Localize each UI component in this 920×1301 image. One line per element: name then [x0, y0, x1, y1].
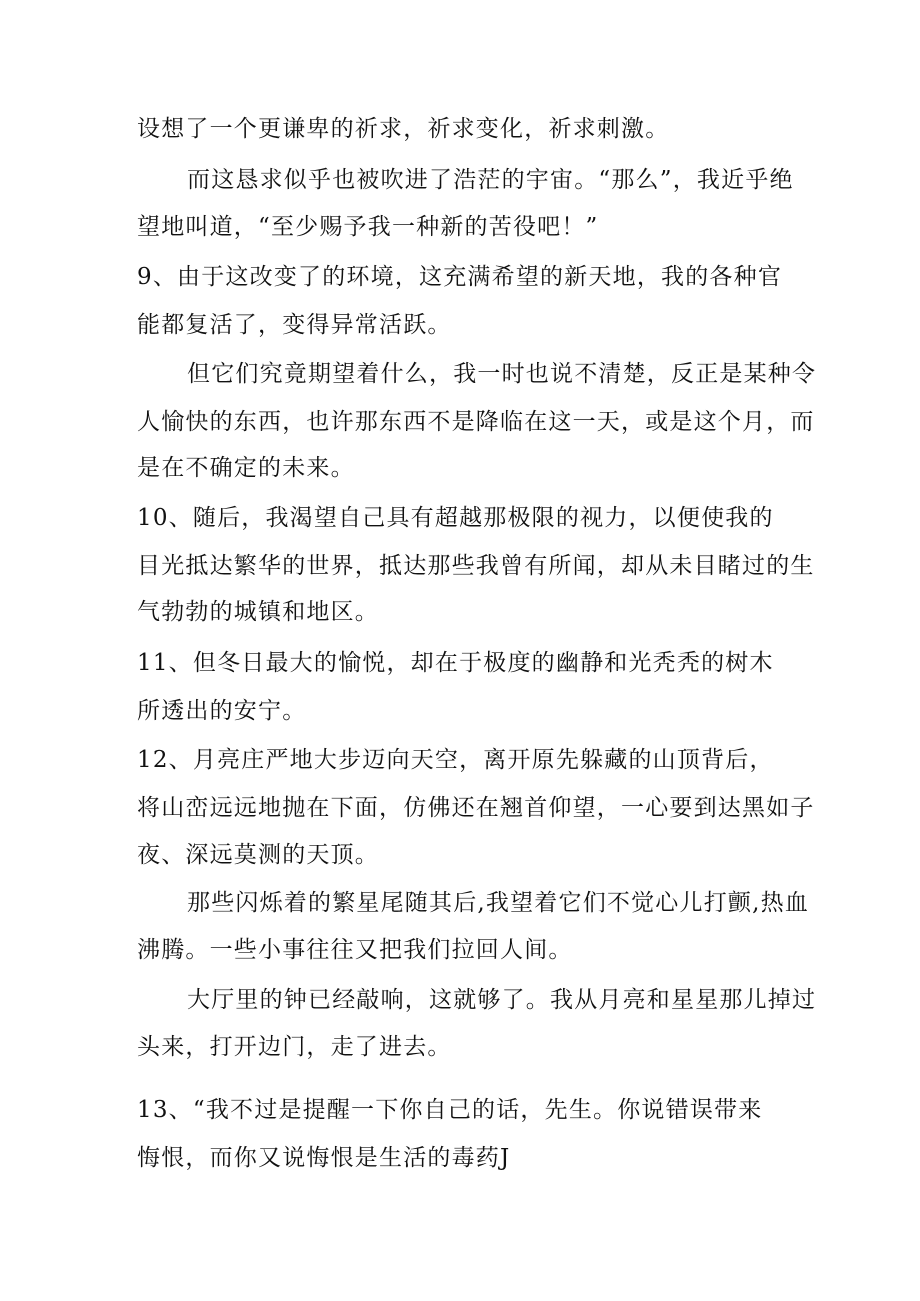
text-line: 能都复活了，变得异常活跃。	[137, 312, 452, 338]
paragraph-line: 10、随后，我渴望自己具有超越那极限的视力，以便使我的	[137, 505, 774, 531]
paragraph-line: 13、“我不过是提醒一下你自己的话，先生。你说错误带来	[137, 1097, 763, 1123]
text-line: 夜、深远莫测的天顶。	[137, 842, 379, 868]
paragraph-line: 11、但冬日最大的愉悦，却在于极度的幽静和光秃秃的树木	[137, 650, 774, 676]
text-line: 头来，打开边门，走了进去。	[137, 1034, 452, 1060]
text-line: 气勃勃的城镇和地区。	[137, 599, 379, 625]
paragraph-line: 大厅里的钟已经敲响，这就够了。我从月亮和星星那儿掉过	[187, 987, 817, 1013]
text-line: 设想了一个更谦卑的祈求，祈求变化，祈求刺激。	[137, 116, 670, 142]
text-line: 所透出的安宁。	[137, 698, 307, 724]
text-line: 是在不确定的未来。	[137, 455, 355, 481]
text-line: 沸腾。一些小事往往又把我们拉回人间。	[137, 937, 573, 963]
text-line: 人愉快的东西，也许那东西不是降临在这一天，或是这个月，而	[137, 409, 815, 435]
paragraph-line: 9、由于这改变了的环境，这充满希望的新天地，我的各种官	[137, 264, 783, 290]
paragraph-line: 但它们究竟期望着什么，我一时也说不清楚，反正是某种令	[187, 361, 817, 387]
text-line: 悔恨，而你又说悔恨是生活的毒药J	[137, 1145, 511, 1171]
text-line: 望地叫道，“至少赐予我一种新的苦役吧！”	[137, 214, 599, 240]
text-line: 目光抵达繁华的世界，抵达那些我曾有所闻，却从未目睹过的生	[137, 553, 815, 579]
paragraph-line: 12、月亮庄严地大步迈向天空，离开原先躲藏的山顶背后，	[137, 747, 774, 773]
paragraph-line: 那些闪烁着的繁星尾随其后,我望着它们不觉心儿打颤,热血	[187, 890, 810, 916]
text-line: 将山峦远远地抛在下面，仿佛还在翘首仰望，一心要到达黑如子	[137, 795, 815, 821]
paragraph-line: 而这恳求似乎也被吹进了浩茫的宇宙。“那么”，我近乎绝	[187, 167, 794, 193]
